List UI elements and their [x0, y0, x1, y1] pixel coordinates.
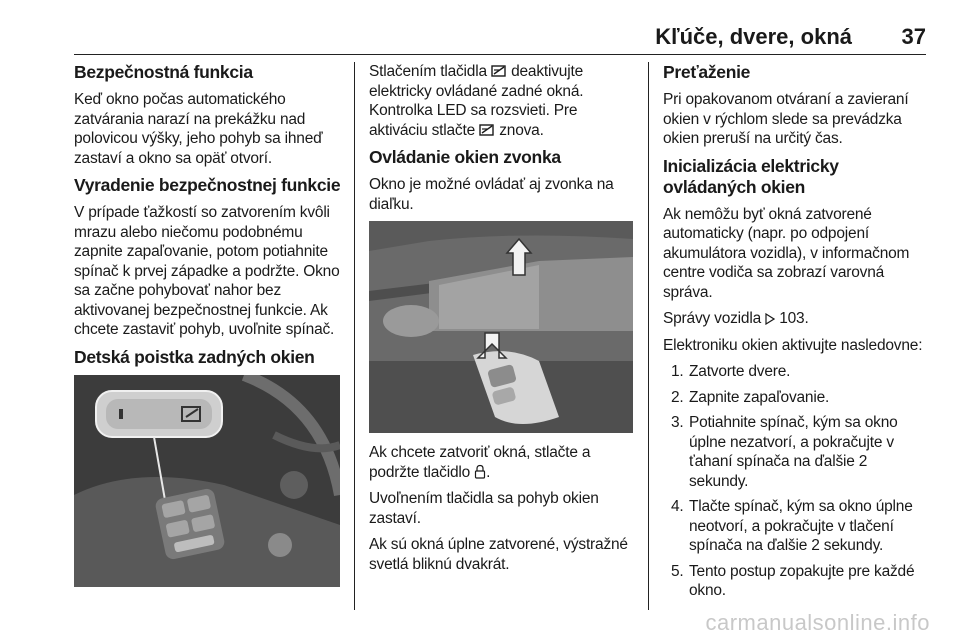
header-rule — [74, 54, 926, 55]
paragraph-release: Uvoľnením tlačidla sa pohyb okien zastaví. — [369, 490, 599, 527]
paragraph-init: Ak nemôžu byť okná zatvorené automaticky (napr. po odpojení akumulátora vozidla), v informačnom centre vodiča sa zobrazí varovná správa. — [663, 205, 910, 301]
window-lock-icon — [479, 123, 495, 137]
triangle-right-icon — [765, 313, 775, 325]
list-item: 1. Zatvorte dvere. — [671, 363, 791, 380]
list-item: 3. Potiahnite spínač, kým sa okno úplne nezatvorí, a pokračujte v ťahaní spínača na ďalšie 2 sekundy. — [671, 414, 898, 490]
window-lock-icon — [491, 64, 507, 78]
child-lock-figure — [74, 375, 340, 587]
initialization-steps — [663, 362, 928, 601]
list-item: 5. Tento postup zopakujte pre každé okno. — [671, 562, 915, 599]
paragraph-vehicle-messages: Správy vozidla 103. — [663, 310, 809, 327]
column-divider — [648, 62, 649, 610]
heading-remote-control: Ovládanie okien zvonka — [369, 147, 561, 167]
paragraph-child-lock: Stlačením tlačidla deaktivujte elektricky ovládané zadné okná. Kontrolka LED sa rozsvieti. Pre aktiváciu stlačte znova. — [369, 63, 584, 139]
paragraph-hazard-blink: Ak sú okná úplne zatvorené, výstražné svetlá bliknú dvakrát. — [369, 536, 628, 573]
heading-overload: Preťaženie — [663, 62, 751, 82]
page-number: 37 — [901, 24, 926, 49]
list-item: 2. Zapnite zapaľovanie. — [671, 388, 830, 406]
page-header — [74, 0, 926, 54]
paragraph-overload: Pri opakovanom otváraní a zavieraní okien v rýchlom slede sa prevádzka okien preruší na určitý čas. — [663, 91, 909, 147]
paragraph-remote: Okno je možné ovládať aj zvonka na diaľku. — [369, 176, 614, 213]
column-1 — [74, 62, 344, 587]
page-title: Kľúče, dvere, okná — [655, 24, 852, 49]
heading-initialization: Inicializácia elektricky ovládaných okien — [663, 155, 839, 197]
column-2 — [369, 62, 634, 581]
remote-window-figure — [369, 221, 633, 433]
padlock-icon — [474, 464, 486, 479]
paragraph-safety: Keď okno počas automatického zatvárania narazí na prekážku nad polovicou výšky, jeho pohyb sa ihneď zastaví a okno sa opäť otvorí. — [74, 91, 323, 167]
heading-override: Vyradenie bezpečnostnej funkcie — [74, 175, 341, 195]
paragraph-override: V prípade ťažkostí so zatvorením kvôli mrazu alebo niečomu podobnému zapnite zapaľovanie, potom potiahnite spínač k prvej západke a podržte. Okno sa začne pohybovať nahor bez aktivovanej bezpečnostnej funkcie. Ak chcete zastaviť pohyb, uvoľnite spínač. — [74, 204, 340, 338]
column-3 — [663, 62, 928, 607]
heading-safety-function: Bezpečnostná funkcia — [74, 62, 253, 82]
paragraph-close-windows: Ak chcete zatvoriť okná, stlačte a podržte tlačidlo . — [369, 444, 591, 481]
watermark: carmanualsonline.info — [705, 610, 930, 635]
column-divider — [354, 62, 355, 610]
heading-child-lock: Detská poistka zadných okien — [74, 346, 315, 367]
paragraph-activate: Elektroniku okien aktivujte nasledovne: — [663, 336, 923, 354]
list-item: 4. Tlačte spínač, kým sa okno úplne neotvorí, a pokračujte v tlačení spínača na ďalšie 2 sekundy. — [671, 498, 913, 554]
